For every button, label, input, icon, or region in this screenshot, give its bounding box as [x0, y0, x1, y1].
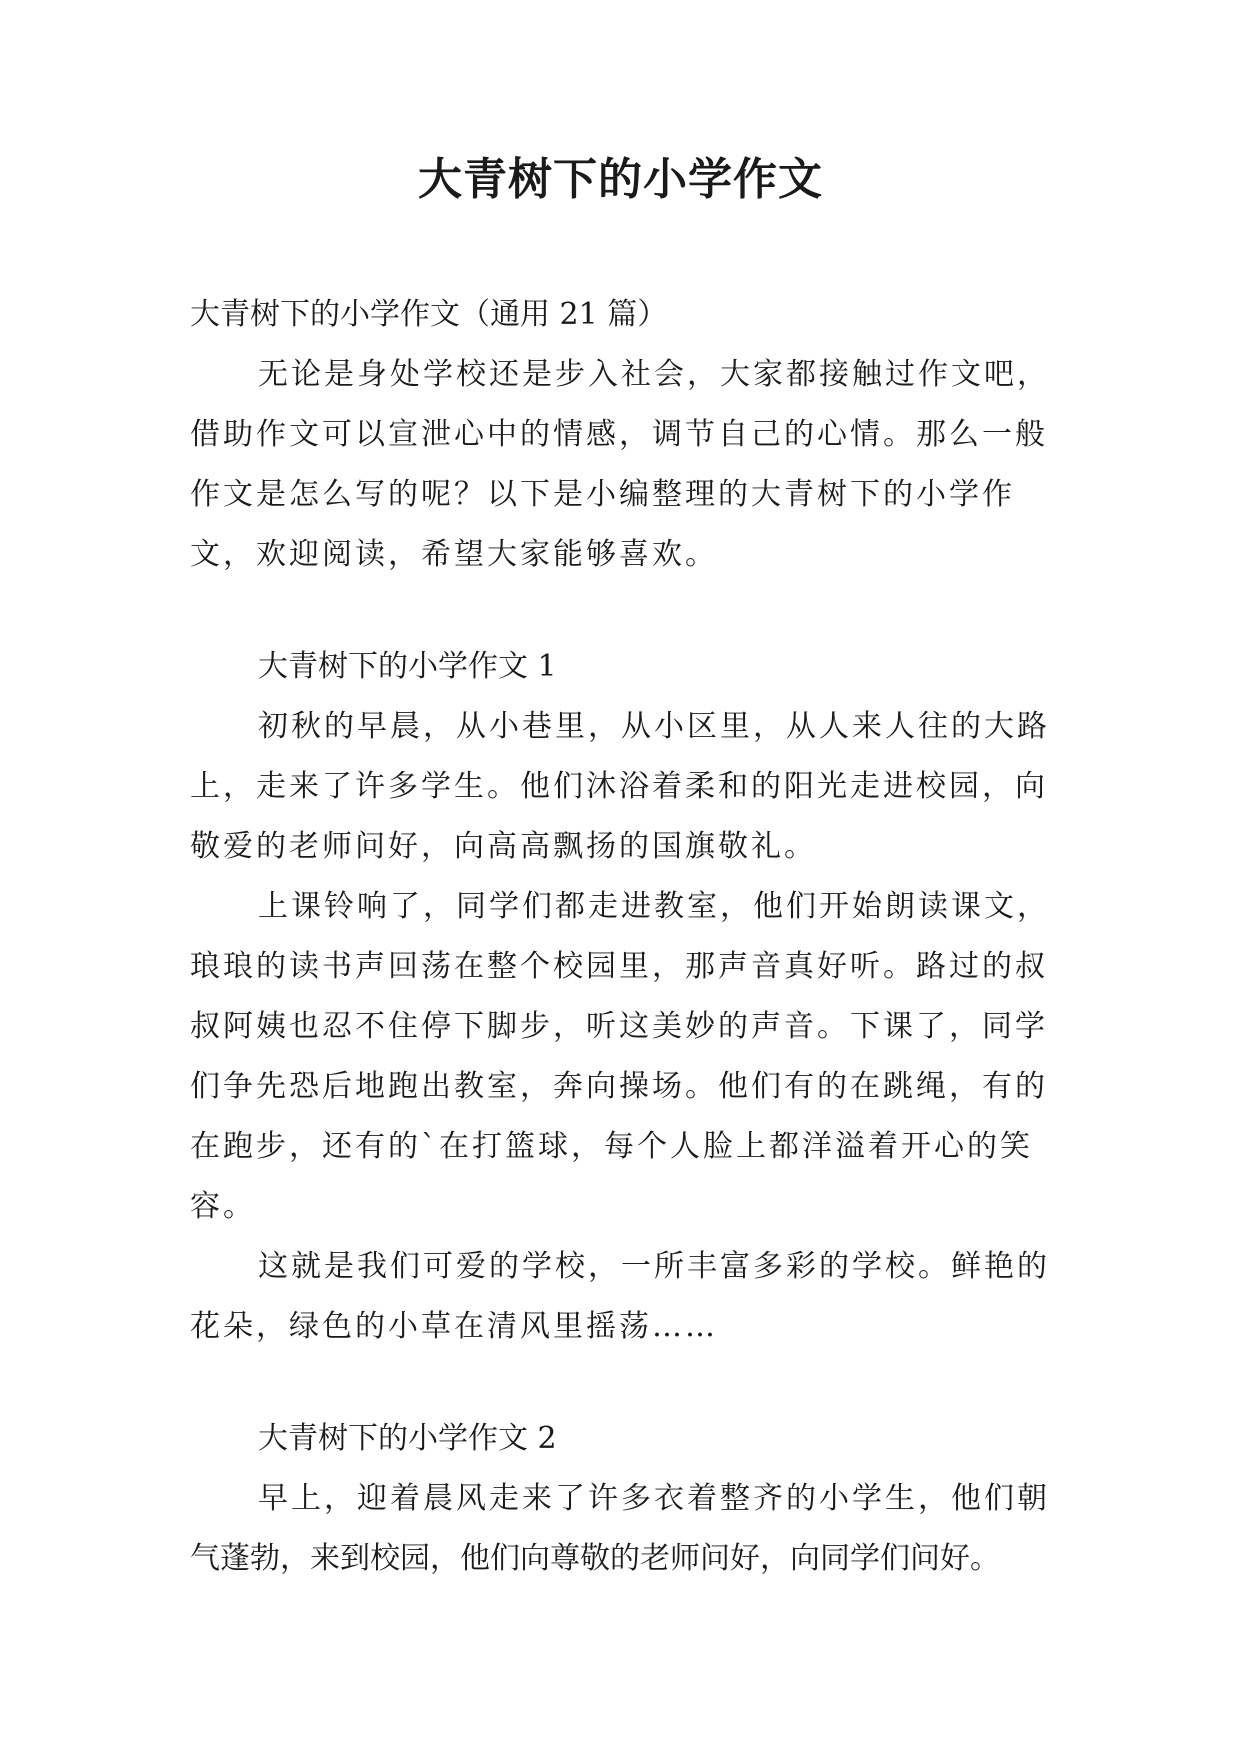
section2-paragraph-1 [190, 1469, 1060, 1589]
paragraph-line: 上课铃响了，同学们都走进教室，他们开始朗读课文， [258, 889, 1050, 924]
paragraph-line: 花朵，绿色的小草在清风里摇荡…… [190, 1309, 718, 1344]
paragraph-line: 借助作文可以宣泄心中的情感，调节自己的心情。那么一般 [190, 417, 1048, 452]
paragraph-line: 气蓬勃，来到校园，他们向尊敬的老师问好，向同学们问好。 [190, 1541, 1000, 1576]
paragraph-line: 无论是身处学校还是步入社会，大家都接触过作文吧， [258, 357, 1050, 392]
paragraph-line: 上，走来了许多学生。他们沐浴着柔和的阳光走进校园，向 [190, 769, 1048, 804]
paragraph-line: 这就是我们可爱的学校，一所丰富多彩的学校。鲜艳的 [258, 1249, 1050, 1284]
section-spacer [190, 1357, 1060, 1409]
paragraph-line: 在跑步，还有的`在打篮球，每个人脸上都洋溢着开心的笑 [190, 1129, 1033, 1164]
paragraph-line: 叔阿姨也忍不住停下脚步，听这美妙的声音。下课了，同学 [190, 1009, 1048, 1044]
section-heading: 大青树下的小学作文 1 [258, 649, 557, 684]
section1-paragraph-1 [190, 697, 1060, 877]
document-body [190, 285, 1060, 1589]
document-subtitle: 大青树下的小学作文（通用 21 篇） [190, 297, 668, 332]
document-title: 大青树下的小学作文 [418, 154, 823, 205]
paragraph-line: 们争先恐后地跑出教室，奔向操场。他们有的在跳绳，有的 [190, 1069, 1048, 1104]
paragraph-line: 容。 [190, 1189, 256, 1224]
paragraph-line: 文，欢迎阅读，希望大家能够喜欢。 [190, 537, 718, 572]
paragraph-line: 初秋的早晨，从小巷里，从小区里，从人来人往的大路 [258, 709, 1050, 744]
paragraph-line: 琅琅的读书声回荡在整个校园里，那声音真好听。路过的叔 [190, 949, 1048, 984]
section1-paragraph-2 [190, 877, 1060, 1237]
paragraph-line: 早上，迎着晨风走来了许多衣着整齐的小学生，他们朝 [258, 1481, 1050, 1516]
section1-paragraph-3 [190, 1237, 1060, 1357]
paragraph-line: 敬爱的老师问好，向高高飘扬的国旗敬礼。 [190, 829, 817, 864]
section-spacer [190, 585, 1060, 637]
section-heading: 大青树下的小学作文 2 [258, 1421, 557, 1456]
intro-paragraph [190, 345, 1060, 585]
paragraph-line: 作文是怎么写的呢？以下是小编整理的大青树下的小学作 [190, 477, 1015, 512]
